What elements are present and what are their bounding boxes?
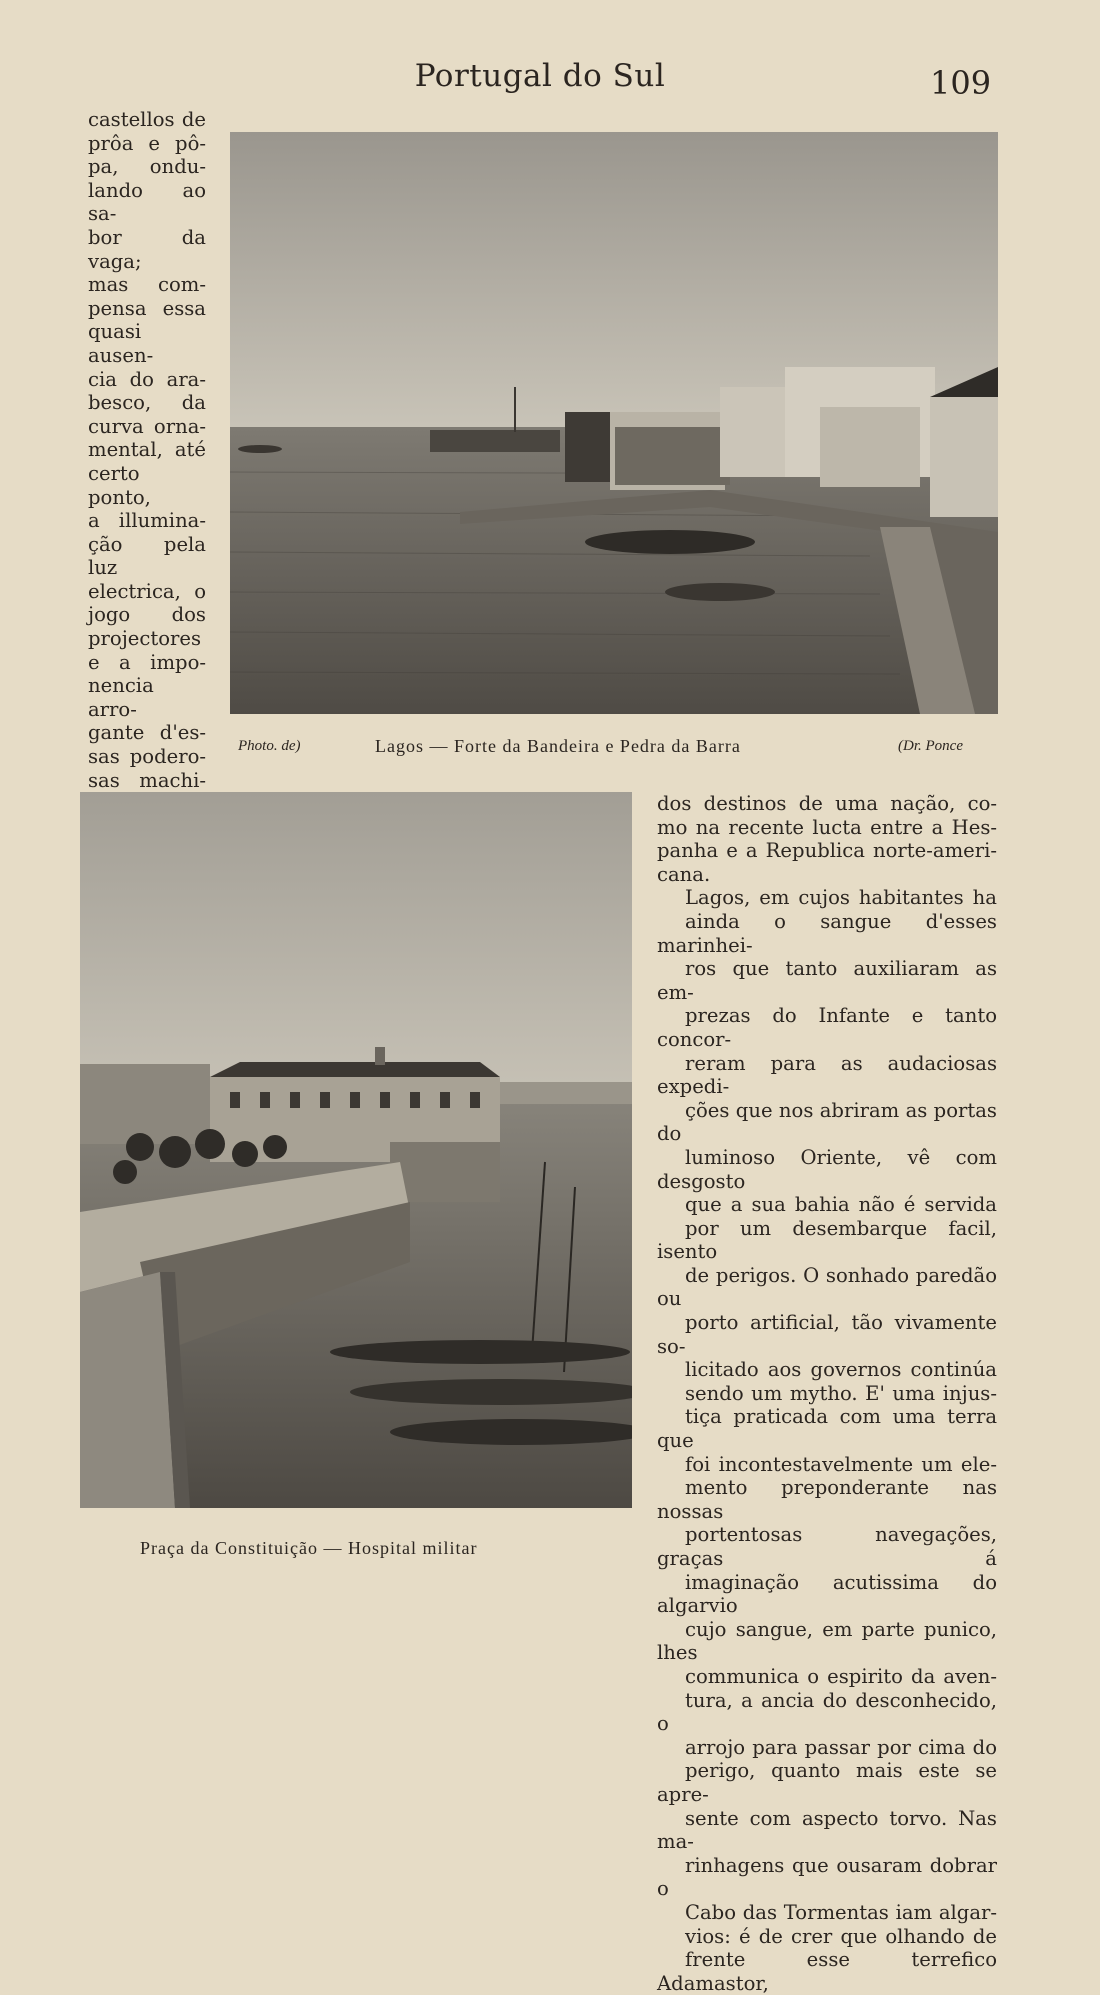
hospital-illustration <box>80 792 632 1508</box>
text-line: mento preponderante nas nossas <box>657 1476 997 1523</box>
text-line: electrica, o <box>88 579 206 603</box>
text-line: frente esse terrefico Adamastor, <box>657 1948 997 1995</box>
text-line: rinhagens que ousaram dobrar o <box>657 1853 997 1901</box>
text-line: mas com- <box>88 273 206 297</box>
text-line: porto artificial, tão vivamente so- <box>657 1311 997 1358</box>
text-line: e a impo- <box>88 650 206 674</box>
text-line: ros que tanto auxiliaram as em- <box>657 957 997 1004</box>
text-line: ainda o sangue d'esses marinhei- <box>657 909 997 957</box>
paragraph-lagos <box>657 886 997 1995</box>
text-line: ção pela luz <box>88 532 206 580</box>
text-line: prôa e pô- <box>88 131 206 155</box>
text-line: cana. <box>657 862 711 886</box>
harbour-illustration <box>230 132 998 714</box>
text-line: por um desembarque facil, isento <box>657 1216 997 1264</box>
paragraph-continuation <box>657 792 997 886</box>
bottom-photo-caption: Praça da Constituição — Hospital militar <box>140 1538 478 1558</box>
text-line: projectores <box>88 627 202 651</box>
text-line: perigo, quanto mais este se apre- <box>657 1759 997 1806</box>
text-line: vios: é de crer que olhando de <box>685 1924 997 1948</box>
text-line: sente com aspecto torvo. Nas ma- <box>657 1806 997 1854</box>
text-line: tura, a ancia do desconhecido, o <box>657 1688 997 1736</box>
text-line: curva orna- <box>88 414 206 438</box>
photo-credit-prefix: Photo. de) <box>238 738 301 754</box>
text-line: Lagos, em cujos habitantes ha <box>685 886 997 910</box>
text-line: pensa essa <box>88 296 206 320</box>
text-line: nencia arro- <box>88 674 154 721</box>
text-line: quasi ausen- <box>88 320 154 367</box>
text-line: de perigos. O sonhado paredão ou <box>657 1263 997 1311</box>
text-line: mental, até <box>88 438 206 462</box>
text-line: luminoso Oriente, vê com desgosto <box>657 1145 997 1193</box>
text-line: ções que nos abriram as portas do <box>657 1098 997 1146</box>
text-line: a illumina- <box>88 509 206 533</box>
text-line: sas machi- <box>88 768 206 792</box>
text-line: panha e a Republica norte-ameri- <box>657 839 997 863</box>
right-text-column <box>657 792 997 1995</box>
harbour-photograph <box>230 132 998 714</box>
text-line: sas podero- <box>88 745 206 769</box>
text-line: mo na recente lucta entre a Hes- <box>657 815 997 839</box>
text-line: licitado aos governos continúa <box>685 1358 997 1382</box>
text-line: tiça praticada com uma terra que <box>657 1405 997 1453</box>
text-line: prezas do Infante e tanto concor- <box>657 1004 997 1051</box>
text-line: foi incontestavelmente um ele- <box>685 1452 997 1476</box>
text-line: cia do ara- <box>88 367 206 391</box>
text-line: sendo um mytho. E' uma injus- <box>685 1381 997 1405</box>
text-line: gante d'es- <box>88 721 206 745</box>
text-line: lando ao sa- <box>88 178 206 226</box>
text-line: dos destinos de uma nação, co- <box>657 792 997 815</box>
text-line: pa, ondu- <box>88 155 206 179</box>
text-line: certo ponto, <box>88 461 151 509</box>
hospital-photograph <box>80 792 632 1508</box>
text-line: Cabo das Tormentas iam algar- <box>685 1900 997 1924</box>
text-line: communica o espirito da aven- <box>685 1664 997 1688</box>
top-photo-caption: Lagos — Forte da Bandeira e Pedra da Barra <box>375 736 741 756</box>
running-title: Portugal do Sul <box>414 58 666 94</box>
text-line: imaginação acutissima do algarvio <box>657 1570 997 1618</box>
text-line: castellos de <box>88 108 206 131</box>
text-line: portentosas navegações, graças á <box>657 1523 997 1570</box>
text-line: besco, da <box>88 391 206 415</box>
text-line: bor da vaga; <box>88 225 206 273</box>
text-line: reram para as audaciosas expedi- <box>657 1051 997 1099</box>
text-line: cujo sangue, em parte punico, lhes <box>657 1617 997 1665</box>
text-line: jogo dos <box>88 603 206 627</box>
text-line: que a sua bahia não é servida <box>685 1193 997 1217</box>
photo-credit-author: (Dr. Ponce <box>898 738 963 754</box>
text-line: arrojo para passar por cima do <box>685 1735 997 1759</box>
page-number: 109 <box>930 64 992 102</box>
